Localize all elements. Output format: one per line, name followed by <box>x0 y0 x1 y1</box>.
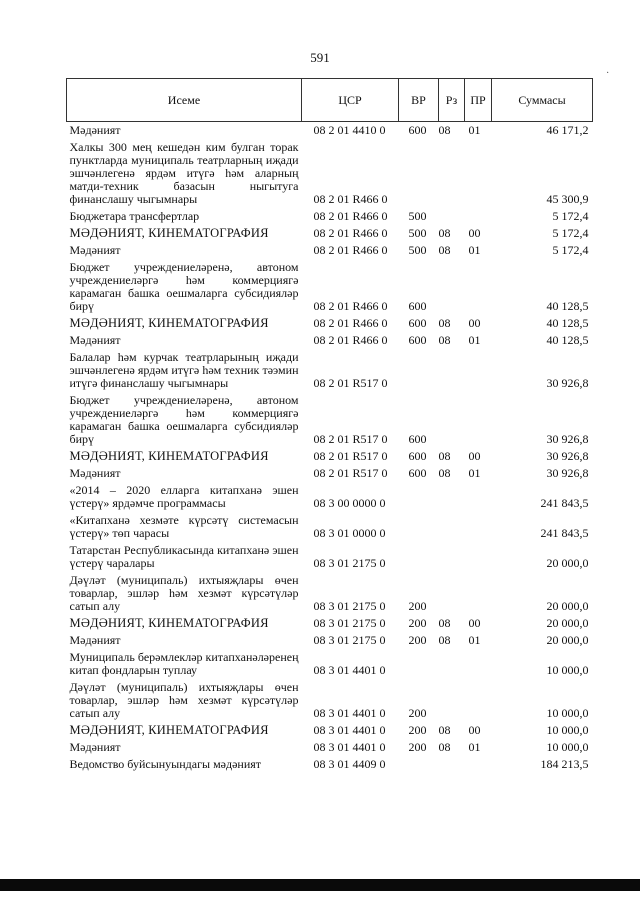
cell-name: Ведомство буйсынуындагы мәдәният <box>69 757 262 771</box>
cell-pr <box>465 259 492 315</box>
cell-pr <box>465 139 492 208</box>
cell-rz <box>439 572 465 615</box>
cell-pr <box>465 512 492 542</box>
cell-vr: 600 <box>408 299 427 313</box>
cell-vr: 500 <box>408 209 427 223</box>
cell-csr: 08 3 00 0000 0 <box>313 496 386 510</box>
cell-sum: 20 000,0 <box>546 633 589 647</box>
cell-pr: 00 <box>468 449 481 463</box>
table-row <box>67 448 593 465</box>
cell-sum: 40 128,5 <box>546 333 589 347</box>
cell-csr: 08 3 01 2175 0 <box>313 556 386 570</box>
table-row <box>67 208 593 225</box>
header-name: Исеме <box>67 79 302 122</box>
cell-sum: 30 926,8 <box>546 432 589 446</box>
header-pr: ПР <box>465 79 492 122</box>
cell-csr: 08 2 01 R466 0 <box>313 299 388 313</box>
cell-sum: 46 171,2 <box>546 123 589 137</box>
table-row <box>67 739 593 756</box>
table-row <box>67 512 593 542</box>
cell-vr <box>399 512 439 542</box>
cell-rz <box>439 679 465 722</box>
cell-rz: 08 <box>438 316 451 330</box>
table-row <box>67 139 593 208</box>
cell-rz <box>439 542 465 572</box>
cell-rz: 08 <box>438 740 451 754</box>
table-body <box>67 122 593 774</box>
table-row <box>67 542 593 572</box>
cell-csr: 08 3 01 4401 0 <box>313 740 386 754</box>
cell-pr <box>465 482 492 512</box>
cell-name: Бюджет учреждениеләренә, автоном учреждениеләргә һәм коммерциягә карамаган башка оешмаларга субсидияләр бирү <box>69 393 299 446</box>
cell-rz: 08 <box>438 123 451 137</box>
cell-vr: 200 <box>408 616 427 630</box>
cell-csr: 08 2 01 R517 0 <box>313 432 388 446</box>
cell-vr: 200 <box>408 740 427 754</box>
cell-rz <box>439 649 465 679</box>
cell-pr: 01 <box>468 243 481 257</box>
table-row <box>67 349 593 392</box>
cell-name: МӘДӘНИЯТ, КИНЕМАТОГРАФИЯ <box>69 226 269 240</box>
page-number: 591 <box>310 50 330 65</box>
cell-rz: 08 <box>438 616 451 630</box>
cell-vr: 200 <box>408 599 427 613</box>
cell-csr: 08 2 01 R466 0 <box>313 243 388 257</box>
table-row <box>67 315 593 332</box>
cell-name: «2014 – 2020 елларга китапханә эшен үстерү» ярдәмче программасы <box>69 483 299 510</box>
header-csr: ЦСР <box>302 79 399 122</box>
cell-vr <box>399 756 439 773</box>
cell-pr: 01 <box>468 633 481 647</box>
cell-name: МӘДӘНИЯТ, КИНЕМАТОГРАФИЯ <box>69 316 269 330</box>
table-row <box>67 722 593 739</box>
table-row <box>67 122 593 140</box>
cell-name: «Китапханә хезмәте күрсәтү системасын үстерү» төп чарасы <box>69 513 299 540</box>
cell-vr: 600 <box>408 466 427 480</box>
cell-pr <box>465 349 492 392</box>
budget-table <box>66 78 593 773</box>
cell-name: Муниципаль берәмлекләр китапханәләренең китап фондларын туплау <box>69 650 299 677</box>
cell-pr: 01 <box>468 333 481 347</box>
cell-vr: 600 <box>408 432 427 446</box>
cell-vr: 200 <box>408 723 427 737</box>
cell-name: Мәдәният <box>69 123 121 137</box>
cell-name: Мәдәният <box>69 243 121 257</box>
cell-name: Халкы 300 мең кешедән ким булган торак пунктларда муниципаль театрларның иҗади эшчәнлегенә ярдәм итүгә һәм аларның матди-техник базасын ныгытуга финанслашу чыгымнары <box>69 140 299 206</box>
scan-edge-bar <box>0 879 640 891</box>
cell-vr: 500 <box>408 226 427 240</box>
cell-pr: 00 <box>468 723 481 737</box>
cell-pr <box>465 542 492 572</box>
cell-rz <box>439 259 465 315</box>
table-row <box>67 242 593 259</box>
cell-pr <box>465 572 492 615</box>
cell-name: Мәдәният <box>69 333 121 347</box>
cell-vr <box>399 482 439 512</box>
cell-csr: 08 2 01 R466 0 <box>313 333 388 347</box>
cell-rz: 08 <box>438 466 451 480</box>
cell-sum: 20 000,0 <box>546 616 589 630</box>
table-row <box>67 572 593 615</box>
header-sum: Суммасы <box>492 79 593 122</box>
cell-vr <box>399 542 439 572</box>
cell-rz: 08 <box>438 633 451 647</box>
table-row <box>67 259 593 315</box>
cell-vr: 600 <box>408 316 427 330</box>
cell-vr <box>399 649 439 679</box>
cell-vr <box>399 349 439 392</box>
header-vr: ВР <box>399 79 439 122</box>
cell-csr: 08 2 01 R517 0 <box>313 449 388 463</box>
cell-csr: 08 3 01 2175 0 <box>313 616 386 630</box>
table-row <box>67 482 593 512</box>
cell-pr <box>465 756 492 773</box>
table-row <box>67 392 593 448</box>
cell-sum: 241 843,5 <box>540 526 589 540</box>
cell-sum: 40 128,5 <box>546 299 589 313</box>
cell-sum: 5 172,4 <box>552 243 589 257</box>
cell-pr: 01 <box>468 740 481 754</box>
cell-pr <box>465 679 492 722</box>
cell-csr: 08 3 01 4401 0 <box>313 723 386 737</box>
table-row <box>67 615 593 632</box>
cell-sum: 20 000,0 <box>546 599 589 613</box>
table-row <box>67 632 593 649</box>
cell-rz: 08 <box>438 333 451 347</box>
cell-vr: 200 <box>408 706 427 720</box>
cell-pr: 01 <box>468 466 481 480</box>
cell-rz: 08 <box>438 449 451 463</box>
cell-pr <box>465 208 492 225</box>
cell-vr <box>399 139 439 208</box>
cell-sum: 30 926,8 <box>546 466 589 480</box>
cell-rz <box>439 756 465 773</box>
cell-vr: 600 <box>408 333 427 347</box>
cell-pr: 00 <box>468 316 481 330</box>
table-row <box>67 649 593 679</box>
cell-rz <box>439 512 465 542</box>
cell-name: Дәүләт (муниципаль) ихтыяҗлары өчен товарлар, эшләр һәм хезмәт күрсәтүләр сатып алу <box>69 573 299 613</box>
cell-csr: 08 2 01 R517 0 <box>313 376 388 390</box>
cell-name: МӘДӘНИЯТ, КИНЕМАТОГРАФИЯ <box>69 616 269 630</box>
cell-rz <box>439 139 465 208</box>
cell-pr <box>465 649 492 679</box>
cell-sum: 5 172,4 <box>552 209 589 223</box>
table-row <box>67 225 593 242</box>
cell-sum: 10 000,0 <box>546 663 589 677</box>
cell-csr: 08 3 01 4409 0 <box>313 757 386 771</box>
cell-name: Мәдәният <box>69 740 121 754</box>
cell-csr: 08 3 01 4401 0 <box>313 663 386 677</box>
cell-sum: 241 843,5 <box>540 496 589 510</box>
cell-sum: 40 128,5 <box>546 316 589 330</box>
table-row <box>67 679 593 722</box>
cell-sum: 10 000,0 <box>546 706 589 720</box>
cell-name: МӘДӘНИЯТ, КИНЕМАТОГРАФИЯ <box>69 723 269 737</box>
cell-rz: 08 <box>438 243 451 257</box>
cell-csr: 08 2 01 R466 0 <box>313 316 388 330</box>
header-rz: Рз <box>439 79 465 122</box>
cell-pr <box>465 392 492 448</box>
cell-rz <box>439 208 465 225</box>
cell-sum: 30 926,8 <box>546 376 589 390</box>
cell-name: Мәдәният <box>69 466 121 480</box>
cell-sum: 10 000,0 <box>546 740 589 754</box>
cell-csr: 08 3 01 2175 0 <box>313 599 386 613</box>
cell-csr: 08 2 01 R466 0 <box>313 226 388 240</box>
cell-name: Мәдәният <box>69 633 121 647</box>
cell-vr: 200 <box>408 633 427 647</box>
cell-csr: 08 2 01 R466 0 <box>313 192 388 206</box>
table-header <box>67 79 593 122</box>
cell-sum: 20 000,0 <box>546 556 589 570</box>
cell-csr: 08 3 01 2175 0 <box>313 633 386 647</box>
table-row <box>67 756 593 773</box>
cell-vr: 500 <box>408 243 427 257</box>
cell-vr: 600 <box>408 123 427 137</box>
table-row <box>67 465 593 482</box>
cell-csr: 08 3 01 4401 0 <box>313 706 386 720</box>
cell-pr: 00 <box>468 226 481 240</box>
cell-name: Бюджет учреждениеләренә, автоном учреждениеләргә һәм коммерциягә карамаган башка оешмаларга субсидияләр бирү <box>69 260 299 313</box>
cell-csr: 08 2 01 R466 0 <box>313 209 388 223</box>
cell-pr: 01 <box>468 123 481 137</box>
cell-rz <box>439 392 465 448</box>
cell-name: МӘДӘНИЯТ, КИНЕМАТОГРАФИЯ <box>69 449 269 463</box>
cell-rz: 08 <box>438 226 451 240</box>
cell-csr: 08 2 01 4410 0 <box>313 123 386 137</box>
cell-rz: 08 <box>438 723 451 737</box>
cell-rz <box>439 482 465 512</box>
table-row <box>67 332 593 349</box>
cell-name: Балалар һәм курчак театрларының иҗади эшчәнлегенә ярдәм итүгә һәм техник тәэмин итүгә финанслашу чыгымнары <box>69 350 299 390</box>
scan-mark: · <box>606 68 610 79</box>
cell-name: Дәүләт (муниципаль) ихтыяҗлары өчен товарлар, эшләр һәм хезмәт күрсәтүләр сатып алу <box>69 680 299 720</box>
cell-name: Бюджетара трансфертлар <box>69 209 200 223</box>
cell-sum: 184 213,5 <box>540 757 589 771</box>
cell-csr: 08 3 01 0000 0 <box>313 526 386 540</box>
cell-rz <box>439 349 465 392</box>
cell-vr: 600 <box>408 449 427 463</box>
cell-sum: 30 926,8 <box>546 449 589 463</box>
cell-sum: 5 172,4 <box>552 226 589 240</box>
cell-sum: 10 000,0 <box>546 723 589 737</box>
cell-pr: 00 <box>468 616 481 630</box>
cell-name: Татарстан Республикасында китапханә эшен үстерү чаралары <box>69 543 299 570</box>
cell-sum: 45 300,9 <box>546 192 589 206</box>
cell-csr: 08 2 01 R517 0 <box>313 466 388 480</box>
